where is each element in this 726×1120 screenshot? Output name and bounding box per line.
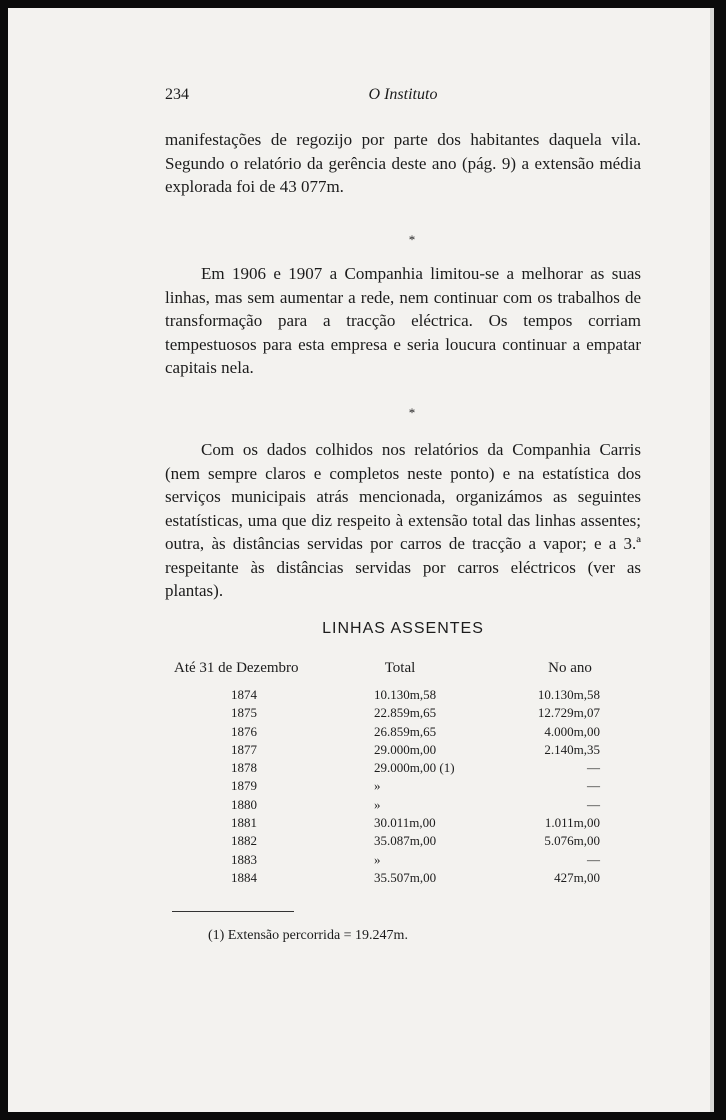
total-cell: 30.011m,00 — [374, 815, 436, 831]
no-ano-cell: — — [587, 796, 600, 812]
table-row — [0, 778, 726, 796]
year-cell: 1878 — [231, 760, 257, 776]
no-ano-cell: 10.130m,58 — [537, 687, 600, 702]
year-cell: 1874 — [231, 687, 257, 702]
total-cell: » — [374, 778, 381, 794]
page-header — [165, 86, 641, 108]
no-ano-cell: 1.011m,00 — [544, 815, 600, 831]
table-row — [0, 705, 726, 723]
paragraph-1: manifestações de regozijo por parte dos habitantes daquela vila. Segundo o relatório da gerência deste ano (pág. 9) a extensão média explorada foi de 43 077m. — [165, 130, 641, 196]
paragraph-3: Com os dados colhidos nos relatórios da Companhia Carris (nem sempre claros e completos neste ponto) e na estatística dos serviços municipais atrás mencionada, organizámos as seguintes estatísticas, uma que diz respeito à extensão total das linhas assentes; outra, às distâncias servidas por carros de tracção a vapor; e a 3.ª respeitante às distâncias servidas por carros eléctricos (ver as plantas). — [165, 440, 641, 600]
table-row — [0, 797, 726, 815]
table-header-no-ano: No ano — [548, 660, 592, 676]
table-row — [0, 760, 726, 778]
no-ano-cell: 4.000m,00 — [544, 723, 600, 739]
year-cell: 1875 — [231, 705, 257, 721]
paragraph-2: Em 1906 e 1907 a Companhia limitou-se a melhorar as suas linhas, mas sem aumentar a rede, nem continuar com os trabalhos de transformação para a tracção eléctrica. Os tempos corriam tempestuosos para esta empresa e seria loucura continuar a empatar capitais nela. — [165, 264, 641, 377]
no-ano-cell: 427m,00 — [554, 869, 600, 885]
page-number: 234 — [165, 86, 189, 103]
year-cell: 1879 — [231, 778, 257, 794]
total-cell: » — [374, 851, 381, 867]
table-row — [0, 852, 726, 870]
year-cell: 1876 — [231, 723, 257, 739]
no-ano-cell: — — [587, 760, 600, 776]
table-row — [0, 833, 726, 851]
footnote: (1) Extensão percorrida = 19.247m. — [208, 928, 408, 943]
total-cell: 35.087m,00 — [374, 833, 437, 849]
year-cell: 1884 — [231, 869, 257, 885]
table-body — [0, 687, 726, 888]
total-cell: 35.507m,00 — [374, 869, 437, 885]
no-ano-cell: — — [587, 851, 600, 867]
table-row — [0, 687, 726, 705]
total-cell: 22.859m,65 — [374, 705, 437, 721]
table-row — [0, 815, 726, 833]
year-cell: 1881 — [231, 815, 257, 831]
no-ano-cell: — — [587, 778, 600, 794]
year-cell: 1877 — [231, 741, 257, 757]
table-header-total: Total — [384, 660, 416, 676]
table-row — [0, 724, 726, 742]
table-row — [0, 870, 726, 888]
total-cell: 29.000m,00 — [374, 741, 437, 757]
no-ano-cell: 12.729m,07 — [537, 705, 600, 721]
table-row — [0, 742, 726, 760]
total-cell: 29.000m,00 (1) — [374, 760, 455, 776]
no-ano-cell: 5.076m,00 — [544, 833, 600, 849]
no-ano-cell: 2.140m,35 — [544, 741, 600, 757]
section-separator-2: * — [408, 405, 416, 420]
total-cell: 26.859m,65 — [374, 723, 437, 739]
running-title: O Instituto — [368, 86, 438, 103]
total-cell: 10.130m,58 — [374, 687, 437, 702]
year-cell: 1880 — [231, 796, 257, 812]
year-cell: 1882 — [231, 833, 257, 849]
table-header-date: Até 31 de Dezembro — [174, 660, 299, 676]
section-separator-1: * — [408, 232, 416, 247]
footnote-rule — [172, 911, 294, 912]
table-title: LINHAS ASSENTES — [322, 620, 484, 637]
year-cell: 1883 — [231, 851, 257, 867]
total-cell: » — [374, 796, 381, 812]
